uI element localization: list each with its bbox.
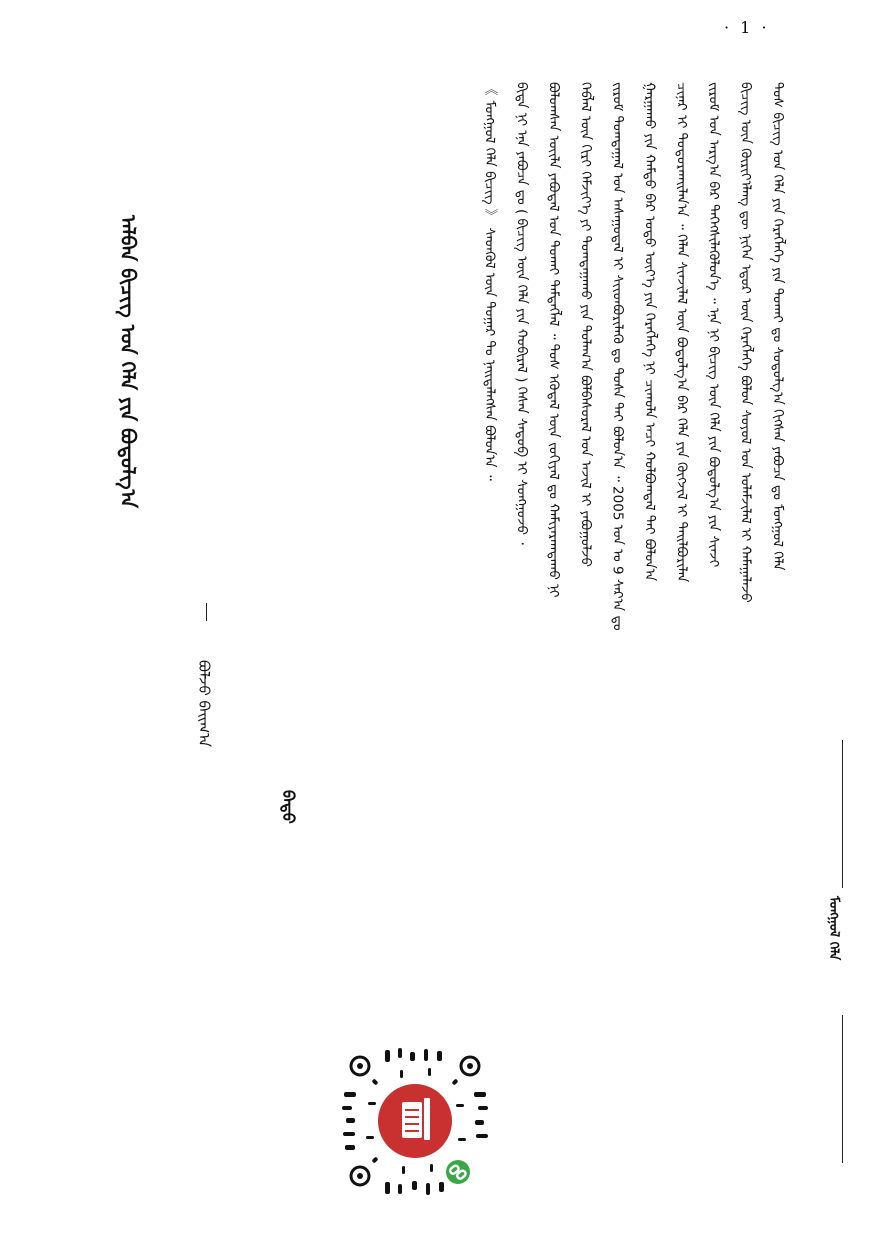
- subtitle-dash: [206, 603, 207, 621]
- body-column-7: ᠬᠡᠪᠯᠡᠯ ᠦᠨ ᠬᠢᠷᠢ ᠬᠡᠮᠵᠢᠶ᠎ᠡ ᠶᠢ ᠲᠣᠭᠲᠠᠭᠠᠬᠤ ᠶᠢᠨ ᠲᠤᠯᠠᠭ᠎ᠠ ᠪᠣᠯᠪᠠᠰᠤᠷᠠᠯ ᠤᠨ ᠠᠵᠢᠯ ᠢ ᠶᠠᠪᠤᠭᠤᠯᠵᠤ: [577, 82, 594, 567]
- qr-code-logo[interactable]: [340, 1046, 490, 1196]
- body-column-5: ᠭᠠᠷᠭᠠᠬᠤ ᠶᠢᠨ ᠬᠠᠮᠲᠤ ᠪᠠᠷ ᠣᠳᠣ ᠦᠶ᠎ᠡ ᠶᠢᠨ ᠬᠡᠷᠡᠭᠯᠡᠭᠡ ᠨᠢ ᠴᠢᠬᠤᠯᠠ ᠠᠴᠢ ᠬᠤᠯᠪᠣᠭᠳᠠᠯ ᠲᠠᠢ ᠪᠣᠯᠤᠨ᠎ᠠ: [641, 82, 658, 582]
- footer-label: ᠮᠣᠩᠭᠣᠯ ᠬᠡᠯᠡ: [826, 896, 841, 961]
- body-column-9: ᠪᠢᠳᠡ ᠨᠢ ᠡᠨᠡ ᠶᠠᠪᠤᠴᠠ ᠳᠤ ( ᠪᠢᠴᠢᠭ ᠦᠨ ᠬᠡᠯᠡ ᠶᠢᠨ ᠬᠤᠪᠢᠷᠠᠯ ) ᠭᠡᠰᠡᠨ ᠰᠡᠳᠦᠪ ᠢ ᠰᠣᠩᠭᠣᠵᠤ ᠂: [513, 82, 530, 545]
- body-column-4: ᠴᠢᠨᠠᠷ ᠢ ᠲᠣᠳᠣᠷᠬᠠᠢᠯᠠᠨ᠎ᠠ ᠃ ᠬᠡᠯᠡᠨ ᠰᠢᠨᠵᠢᠯᠡᠯ ᠦᠨ ᠪᠣᠳᠣᠯᠭ᠎ᠠ ᠪᠠᠷ ᠬᠡᠯᠡ ᠶᠢᠨ ᠬᠦᠭᠵᠢᠯ ᠢ ᠲᠠᠢᠯᠪᠤᠷᠢᠯᠠᠨ: [673, 82, 690, 583]
- footer-rule-bottom: [842, 1015, 843, 1163]
- body-column-3: ᠵᠢᠷᠤᠮ ᠤᠨ ᠠᠷᠭ᠎ᠠ ᠪᠠᠷ ᠳᠡᠭᠡᠭᠰᠢᠯᠡᠭᠦᠯᠦᠨ᠎ᠡ ᠃ ᠡᠨᠡ ᠨᠢ ᠪᠢᠴᠢᠭ ᠦᠨ ᠬᠡᠯᠡ ᠶᠢᠨ ᠪᠣᠳᠣᠯᠭ᠎ᠠ ᠶᠢᠨ ᠰᠢᠨᠵᠢ: [705, 82, 722, 568]
- page-title: ᠠᠯᠪᠠᠨ ᠪᠢᠴᠢᠭ ᠤᠨ ᠬᠡᠯᠡ ᠶᠢᠨ ᠪᠣᠳᠣᠯᠭ᠎ᠠ: [116, 215, 140, 509]
- body-column-1: ᠲᠤᠰ ᠪᠢᠴᠢᠭ ᠤᠨ ᠬᠡᠯᠡ ᠶᠢᠨ ᠬᠡᠷᠡᠭᠯᠡᠭᠡ ᠶᠢᠨ ᠲᠤᠬᠠᠢ ᠳᠤ ᠰᠤᠳᠤᠯᠭ᠎ᠠ ᠬᠢᠭᠰᠡᠨ ᠶᠠᠪᠤᠴᠠ ᠳᠤ ᠮᠣᠩᠭᠣᠯ ᠬᠡᠯᠡ: [769, 82, 786, 571]
- body-column-2: ᠪᠢᠴᠢᠭ ᠦᠨ ᠬᠦᠷᠢᠶ᠎ᠡᠯᠡᠩ ᠳᠦ ᠨᠢᠭᠡᠨ ᠡᠳᠦᠷ ᠦᠨ ᠬᠡᠷᠡᠭᠯᠡᠭᠡ ᠪᠣᠯᠤᠨ ᠰᠣᠶᠣᠯ ᠤᠨ ᠤᠯᠠᠮᠵᠢᠯᠠᠯ ᠢ ᠬᠠᠮᠠᠭᠠᠯᠠᠵᠤ: [737, 82, 754, 603]
- body-column-6: ᠵᠢᠷᠤᠮ ᠲᠣᠭᠲᠠᠭᠠᠯ ᠤᠨ ᠠᠰᠠᠭᠤᠳᠠᠯ ᠢ ᠰᠢᠢᠳᠪᠦᠷᠢᠯᠡᠬᠦ ᠳᠤ ᠲᠤᠰᠠ ᠲᠠᠢ ᠪᠣᠯᠤᠨ᠎ᠠ ᠃ 2005 ᠣᠨ ᠤ 9 ᠰᠠᠷ᠎ᠠ ᠳᠤ: [609, 82, 626, 631]
- body-column-8: ᠪᠣᠯᠣᠭᠰᠠᠨ ᠦᠢᠯᠡ ᠶᠠᠪᠤᠳᠠᠯ ᠤᠨ ᠲᠤᠬᠠᠢ ᠲᠡᠮᠳᠡᠭᠯᠡᠯ ᠃ ᠲᠤᠰ ᠡᠭᠦᠳᠡᠯ ᠦᠨ ᠵᠣᠬᠢᠶᠠᠯ ᠳᠤ ᠬᠠᠮᠢᠶᠠᠷᠠᠭᠳᠠᠬᠤ ᠨᠢ: [545, 82, 562, 598]
- page-number: · 1 ·: [724, 18, 770, 37]
- subtitle: ᠪᠣᠯᠵᠤ ᠪᠠᠢᠭ᠎ᠠ: [195, 660, 213, 748]
- footer-rule-top: [842, 740, 843, 888]
- author-name: ᠪᠠᠲᠤ: [279, 790, 298, 824]
- body-column-10: 《 ᠮᠣᠩᠭᠣᠯ ᠬᠡᠯᠡ ᠪᠢᠴᠢᠭ 》 ᠰᠡᠳᠬᠦᠯ ᠦᠨ ᠳᠤᠭᠠᠷ ᠲᠤ ᠨᠡᠢᠲᠡᠯᠡᠭᠰᠡᠨ ᠪᠣᠯᠤᠨ᠎ᠠ ᠃: [481, 82, 498, 481]
